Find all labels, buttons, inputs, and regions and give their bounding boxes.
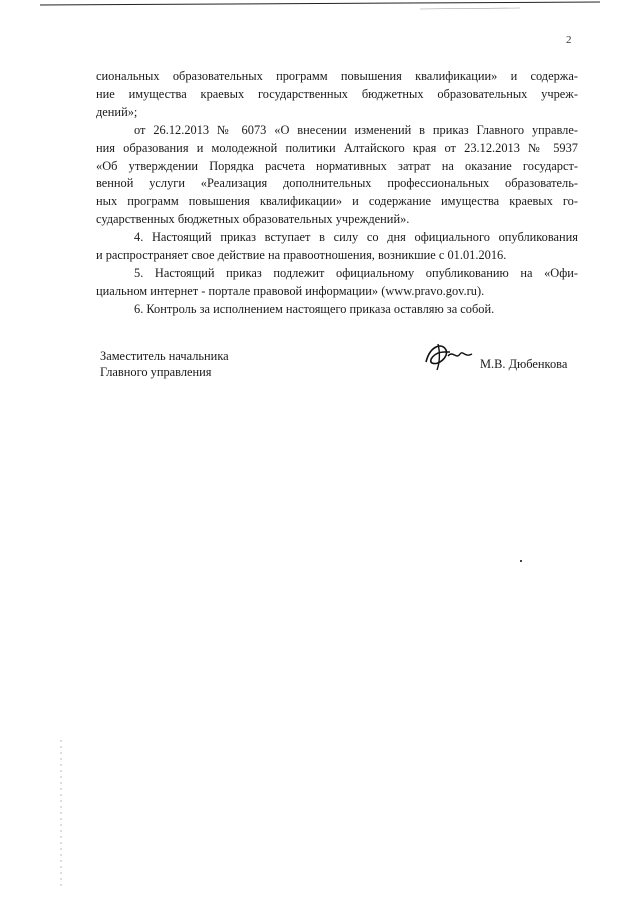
body-line: дений»; (96, 104, 138, 119)
page-number: 2 (566, 34, 572, 46)
body-line: 6. Контроль за исполнением настоящего приказа оставляю за собой. (134, 301, 495, 316)
body-line: сиональных образовательных программ повышения квалификации» и содержа- (96, 69, 578, 83)
scan-speck (520, 560, 522, 562)
scan-edge-line (0, 0, 640, 12)
body-line: ния образования и молодежной политики Алтайского края от 23.12.2013 № 5937 (96, 140, 578, 155)
document-body (96, 68, 578, 319)
signatory-position-line2: Главного управления (100, 365, 212, 379)
scan-margin-mark (58, 740, 64, 890)
body-line: 5. Настоящий приказ подлежит официальному опубликованию на «Офи- (134, 265, 578, 280)
body-line: сударственных бюджетных образовательных учреждений». (96, 212, 410, 227)
signatory-position (100, 348, 229, 380)
body-line: и распространяет свое действие на правоотношения, возникшие с 01.01.2016. (96, 248, 507, 263)
handwritten-signature (420, 336, 478, 376)
body-line: ных программ повышения квалификации» и содержание имущества краевых го- (96, 194, 578, 209)
signatory-position-line1: Заместитель начальника (100, 349, 229, 363)
body-line: ние имущества краевых государственных бюджетных образовательных учреж- (96, 86, 578, 101)
body-line: «Об утверждении Порядка расчета нормативных затрат на оказание государст- (96, 158, 578, 173)
body-line: 4. Настоящий приказ вступает в силу со дня официального опубликования (134, 230, 578, 245)
signatory-name: М.В. Дюбенкова (480, 357, 568, 371)
body-line: циальном интернет - портале правовой информации» (www.pravo.gov.ru). (96, 283, 485, 298)
body-line: венной услуги «Реализация дополнительных профессиональных образователь- (96, 176, 578, 191)
body-line: от 26.12.2013 № 6073 «О внесении изменений в приказ Главного управле- (134, 122, 578, 137)
